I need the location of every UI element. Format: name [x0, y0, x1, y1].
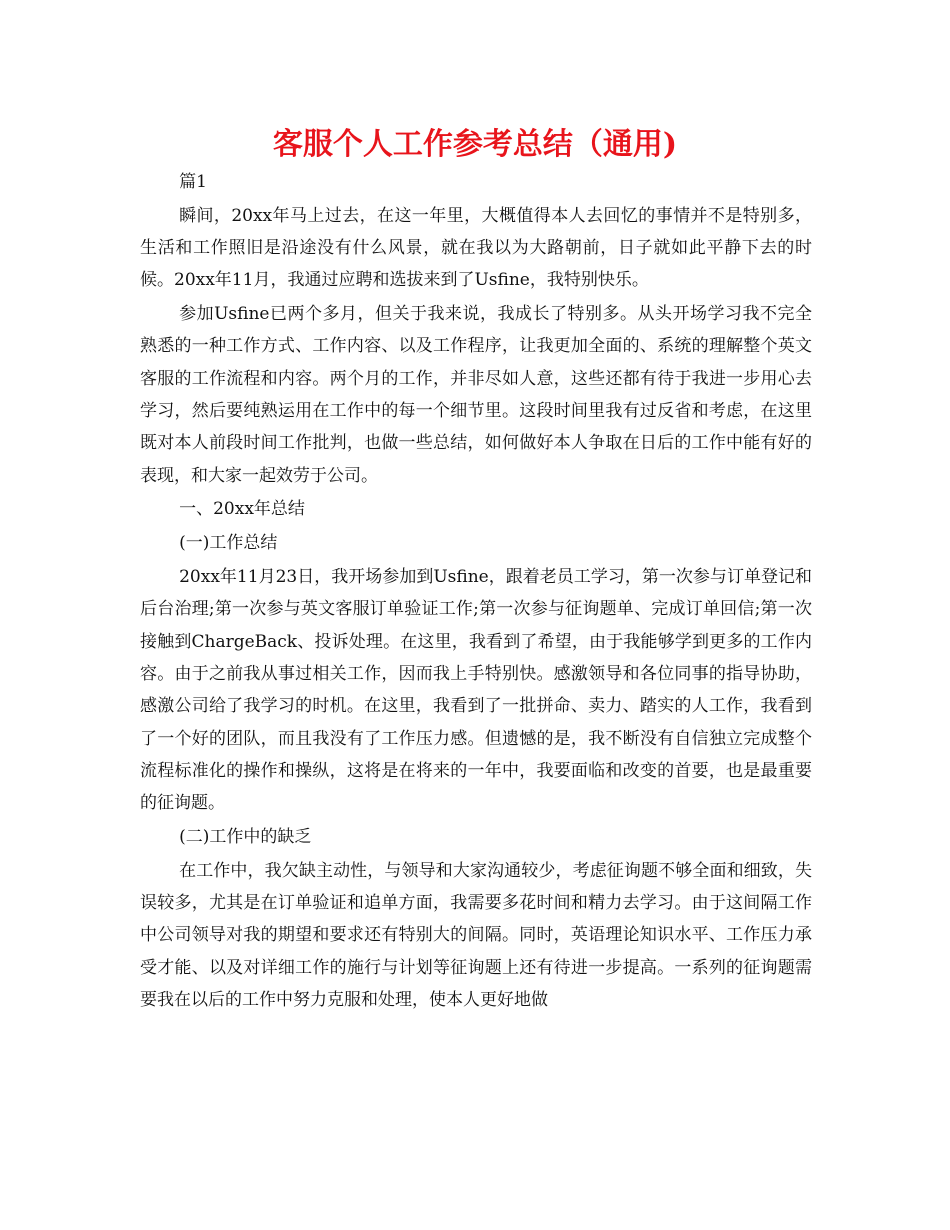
subsection-heading: (二)工作中的缺乏 — [179, 826, 312, 847]
document-body — [140, 166, 812, 1016]
document-title: 客服个人工作参考总结（通用) — [272, 127, 678, 162]
paragraph: 瞬间，20xx年马上过去，在这一年里，大概值得本人去回忆的事情并不是特别多，生活和工作照旧是沿途没有什么风景，就在我以为大路朝前，日子就如此平静下去的时候。20xx年11月，我通过应聘和选拔来到了Usfine，我特别快乐。 — [140, 205, 812, 291]
paragraph: 参加Usfine已两个多月，但关于我来说，我成长了特别多。从头开场学习我不完全熟悉的一种工作方式、工作内容、以及工作程序，让我更加全面的、系统的理解整个英文客服的工作流程和内容。两个月的工作，并非尽如人意，这些还都有待于我进一步用心去学习，然后要纯熟运用在工作中的每一个细节里。这段时间里我有过反省和考虑，在这里既对本人前段时间工作批判，也做一些总结，如何做好本人争取在日后的工作中能有好的表现，和大家一起效劳于公司。 — [140, 304, 812, 486]
paragraph: 20xx年11月23日，我开场参加到Usfine，跟着老员工学习，第一次参与订单登记和后台治理;第一次参与英文客服订单验证工作;第一次参与征询题单、完成订单回信;第一次接触到ChargeBack、投诉处理。在这里，我看到了希望，由于我能够学到更多的工作内容。由于之前我从事过相关工作，因而我上手特别快。感激领导和各位同事的指导协助，感激公司给了我学习的时机。在这里，我看到了一批拼命、卖力、踏实的人工作，我看到了一个好的团队，而且我没有了工作压力感。但遗憾的是，我不断没有自信独立完成整个流程标准化的操作和操纵，这将是在将来的一年中，我要面临和改变的首要，也是最重要的征询题。 — [140, 567, 812, 814]
paragraph: 在工作中，我欠缺主动性，与领导和大家沟通较少，考虑征询题不够全面和细致，失误较多，尤其是在订单验证和追单方面，我需要多花时间和精力去学习。由于这间隔工作中公司领导对我的期望和要求还有特别大的间隔。同时，英语理论知识水平、工作压力承受才能、以及对详细工作的施行与计划等征询题上还有待进一步提高。一系列的征询题需要我在以后的工作中努力克服和处理，使本人更好地做 — [140, 860, 812, 1010]
section-heading: 一、20xx年总结 — [179, 499, 305, 520]
subsection-heading: (一)工作总结 — [179, 533, 278, 554]
section-label: 篇1 — [179, 172, 207, 192]
